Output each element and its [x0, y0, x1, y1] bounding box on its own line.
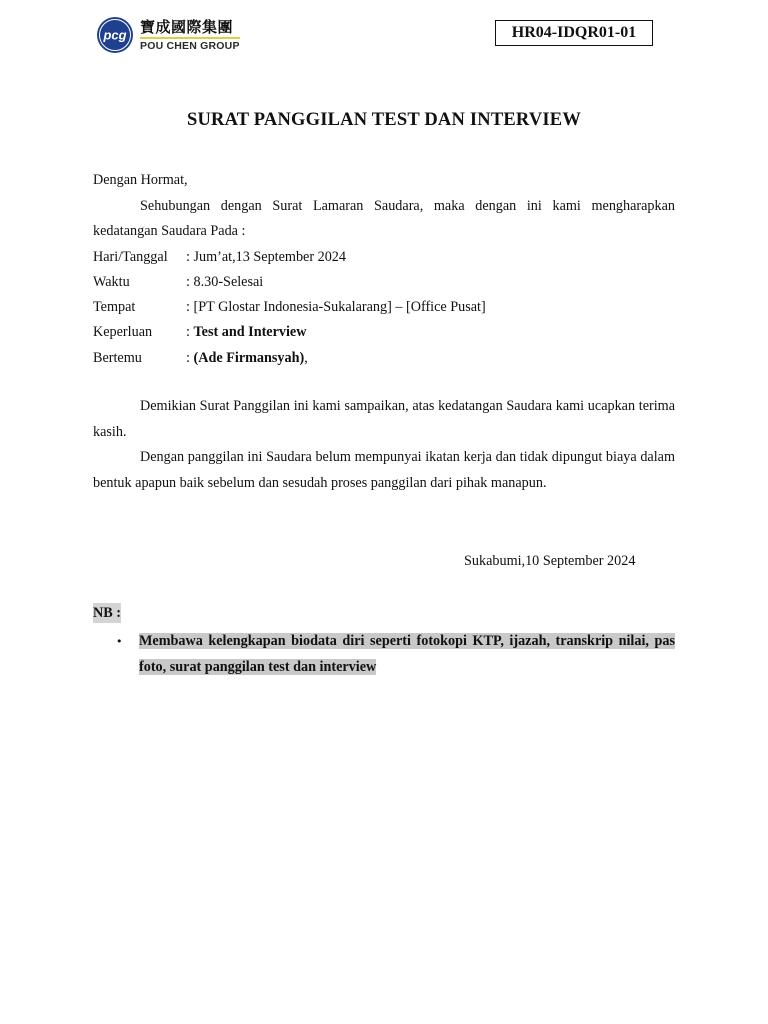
detail-value: Test and Interview [193, 324, 307, 341]
closing-paragraph-1: Demikian Surat Panggilan ini kami sampaikan, atas kedatangan Saudara kami ucapkan terima kasih. [93, 398, 675, 440]
place-date: Sukabumi,10 September 2024 [464, 553, 636, 569]
detail-row-place: Tempat : [PT Glostar Indonesia-Sukalarang] – [Office Pusat] [93, 295, 675, 320]
nb-item-text: Membawa kelengkapan biodata diri seperti fotokopi KTP, ijazah, transkrip nilai, pas foto, surat panggilan test dan interview [139, 633, 675, 675]
list-item [116, 629, 675, 680]
appointment-details [93, 245, 675, 371]
detail-value: [PT Glostar Indonesia-Sukalarang] – [Office Pusat] [193, 299, 486, 316]
detail-label: Keperluan [93, 324, 153, 341]
detail-label: Hari/Tanggal [93, 248, 168, 265]
detail-label: Tempat [93, 299, 136, 316]
detail-row-meet: Bertemu : (Ade Firmansyah), [93, 346, 675, 371]
detail-value: (Ade Firmansyah) [193, 349, 305, 366]
nb-label: NB : [93, 605, 121, 621]
company-logo [96, 16, 240, 54]
letter-title: SURAT PANGGILAN TEST DAN INTERVIEW [186, 110, 582, 130]
intro-paragraph: Sehubungan dengan Surat Lamaran Saudara, maka dengan ini kami mengharapkan kedatangan Saudara Pada : [93, 197, 675, 239]
detail-value: Jum’at,13 September 2024 [193, 248, 346, 265]
detail-row-purpose: Keperluan : Test and Interview [93, 320, 675, 345]
detail-value: 8.30-Selesai [193, 273, 264, 290]
detail-row-time: Waktu : 8.30-Selesai [93, 270, 675, 295]
document-code-box: HR04-IDQR01-01 [495, 20, 653, 46]
detail-label: Waktu [93, 273, 130, 290]
letter-body [93, 168, 675, 371]
svg-text:pcg: pcg [103, 27, 127, 43]
closing-paragraph-2: Dengan panggilan ini Saudara belum mempunyai ikatan kerja dan tidak dipungut biaya dalam bentuk apapun baik sebelum dan sesudah proses panggilan dari pihak manapun. [93, 449, 675, 491]
closing-section [93, 394, 675, 496]
logo-english-text: POU CHEN GROUP [140, 37, 240, 52]
detail-row-date: Hari/Tanggal : Jum’at,13 September 2024 [93, 245, 675, 270]
greeting: Dengan Hormat, [93, 172, 188, 188]
bullet-icon: • [116, 635, 123, 648]
pou-chen-logo-icon [96, 16, 134, 54]
logo-chinese-text: 寶成國際集團 [140, 18, 234, 36]
detail-label: Bertemu [93, 349, 142, 366]
